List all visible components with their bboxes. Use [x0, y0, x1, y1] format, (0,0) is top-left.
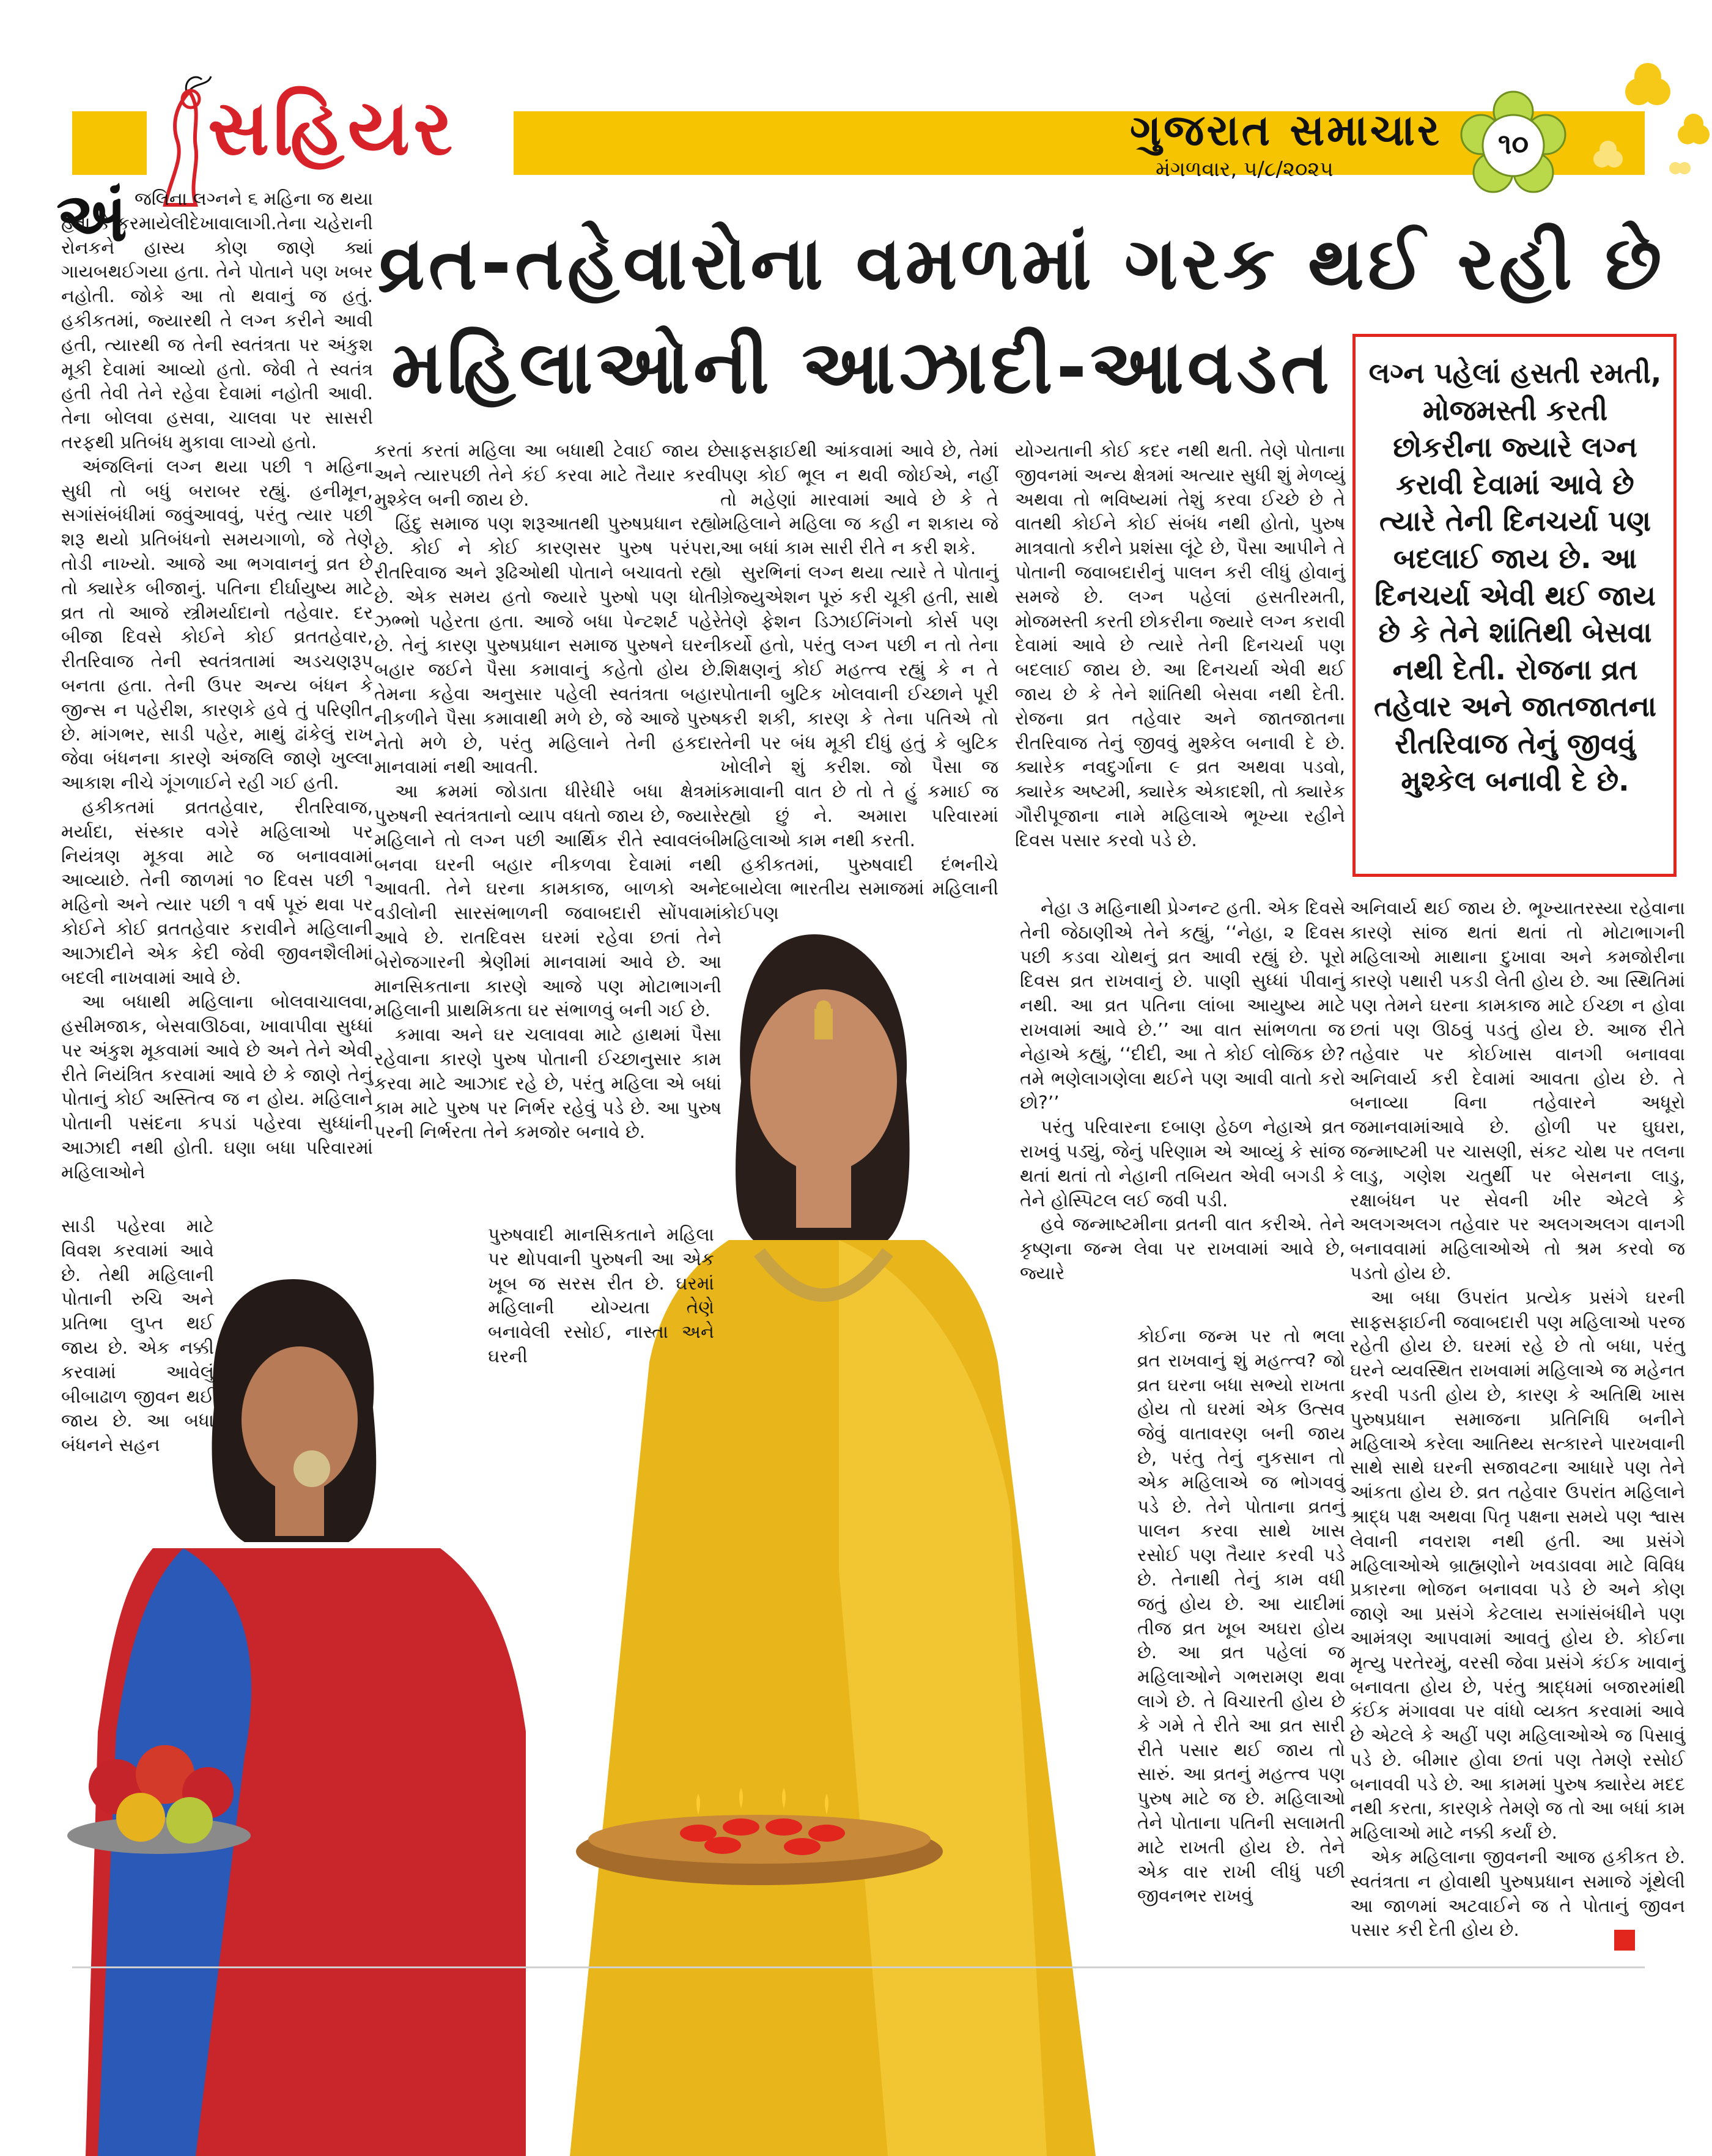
paragraph: સાફસફાઈથી આંકવામાં આવે છે, તેમાં પણ કોઈ ભૂલ ન થવી જોઈએ, નહીં તો મહેણાં મારવામાં આવે છે કે તે મહિલાને મહિલા જ કહી ન શકાય જે આ બધાં કામ સારી રીતે ન કરી શકે.	[720, 440, 998, 559]
paragraph: કોઈના જન્મ પર તો ભલા વ્રત રાખવાનું શું મહત્ત્વ? જો વ્રત ઘરના બધા સભ્યો રાખતા હોય તો ઘરમાં એક ઉત્સવ જેવું વાતાવરણ બની જાય છે, પરંતુ તેનું નુકસાન તો એક મહિલાએ જ ભોગવવું પડે છે. તેને પોતાના વ્રતનું પાલન કરવા સાથે ખાસ રસોઈ પણ તૈયાર કરવી પડે છે. તેનાથી તેનું કામ વધી જતું હોય છે. આ યાદીમાં તીજ વ્રત ખૂબ અઘરા હોય છે. આ વ્રત પહેલાં જ મહિલાઓને ગભરામણ થવા લાગે છે. તે વિચારતી હોય છે કે ગમે તે રીતે આ વ્રત સારી રીતે પસાર થઈ જાય તો સારું. આ વ્રતનું મહત્ત્વ પણ પુરુષ માટે જ છે. મહિલાઓ તેને પોતાના પતિની સલામતી માટે રાખતી હોય છે. તેને એક વાર રાખી લીધું પછી જીવનભર રાખવું	[1137, 1326, 1345, 1907]
article-column-4-middle	[1020, 896, 1345, 1324]
paragraph: પુરુષવાદી માનસિકતાને મહિલા પર થોપવાની પુરુષની આ એક ખૂબ જ સરસ રીત છે. ઘરમાં મહિલાની યોગ્યતા તેણે બનાવેલી રસોઈ, નાસ્તા અને ઘરની	[488, 1224, 714, 1367]
drop-cap: અં	[56, 178, 128, 256]
article-column-5	[1350, 896, 1685, 1960]
paragraph: પરંતુ પરિવારના દબાણ હેઠળ નેહાએ વ્રત રાખવું પડ્યું, જેનું પરિણામ એ આવ્યું કે સાંજ થતાં થતાં તો નેહાની તબિયત એવી બગડી કે તેને હોસ્પિટલ લઈ જવી પડી.	[1020, 1117, 1345, 1211]
issue-date: મંગળવાર, ૫/૮/૨૦૨૫	[1156, 157, 1334, 182]
paragraph: યોગ્યતાની કોઈ કદર નથી થતી. તેણે પોતાના જીવનમાં અન્ય ક્ષેત્રમાં અત્યાર સુધી શું મેળવ્યું અથવા તો ભવિષ્યમાં તેશું કરવા ઈચ્છે છે તે વાતથી કોઈને કોઈ સંબંધ નથી હોતો, પુરુષ માત્રવાતો કરીને પ્રશંસા લૂંટે છે, પૈસા આપીને તે પોતાની જવાબદારીનું પાલન કરી લીધું હોવાનું સમજે છે. લગ્ન પહેલાં હસતીરમતી, મોજમસ્તી કરતી છોકરીના જ્યારે લગ્ન કરાવી દેવામાં આવે છે ત્યારે તેની દિનચર્યા પણ બદલાઈ જાય છે. આ દિનચર્યા એવી થઈ જાય છે કે તેને શાંતિથી બેસવા નથી દેતી. રોજના વ્રત તહેવાર અને જાતજાતના રીતરિવાજ તેનું જીવવું મુશ્કેલ બનાવી દે છે. ક્યારેક નવદુર્ગાના ૯ વ્રત અથવા પડવો, ક્યારેક અષ્ટમી, ક્યારેક એકાદશી, તો ક્યારેક ગૌરીપૂજાના નામે મહિલાએ ભૂખ્યા રહીને દિવસ પસાર કરવો પડે છે.	[1015, 440, 1345, 851]
paragraph: આ બધાથી મહિલાના બોલવાચાલવા, હસીમજાક, બેસવાઊઠવા, ખાવાપીવા સુધ્ધાં પર અંકુશ મૂકવામાં આવે છે અને તેને એવી રીતે નિયંત્રિત કરવામાં આવે છે કે જાણે તેનું પોતાનું કોઈ અસ્તિત્વ જ ન હોય. મહિલાને પોતાની પસંદના કપડાં પહેરવા સુધ્ધાંની આઝાદી નથી હોતી. ઘણા બધા પરિવારમાં મહિલાઓને	[61, 991, 373, 1183]
footer-rule	[72, 1966, 1645, 1968]
article-column-1-continued	[61, 1214, 214, 1872]
article-column-3	[720, 439, 998, 924]
paragraph: હકીકતમાં, પુરુષવાદી દંભનીચે દબાયેલા ભારતીય સમાજમાં મહિલાની કોઈપણ	[720, 854, 998, 924]
paragraph: અંજલિનાં લગ્ન થયા પછી ૧ મહિના સુધી તો બધું બરાબર રહ્યું. હનીમૂન, સગાંસંબંધીમાં જવુંઆવવું, પરંતુ ત્યાર પછી શરૂ થયો પ્રતિબંધનો સમયગાળો, જે તેણે તોડી નાખ્યો. આજે આ ભગવાનનું વ્રત છે તો ક્યારેક બીજાનું. પતિના દીર્ઘાયુષ્ય માટે વ્રત તો આજે સ્ત્રીમર્યાદાનો તહેવાર. દર બીજા દિવસે કોઈને કોઈ વ્રતતહેવાર, રીતરિવાજ તેની સ્વતંત્રતામાં અડચણરૂપ બનતા હતા. તેની ઉપર અન્ય બંધન કે જીન્સ ન પહેરીશ, કારણકે હવે તું પરિણીત છે. માંગભર, સાડી પહેર, માથું ઢાંકેલું રાખ જેવા બંધનના કારણે અંજલિ જાણે ખુલ્લા આકાશ નીચે ગૂંગળાઈને રહી ગઈ હતી.	[61, 456, 373, 794]
article-column-4	[1015, 439, 1345, 892]
paragraph: સાડી પહેરવા માટે વિવશ કરવામાં આવે છે. તેથી મહિલાની પોતાની રુચિ અને પ્રતિભા લુપ્ત થઈ જાય છે. એક નક્કી કરવામાં આવેલું બીબાઢાળ જીવન થઈ જાય છે. આ બધા બંધનને સહન	[61, 1216, 214, 1456]
pull-quote-text: લગ્ન પહેલાં હસતી રમતી, મોજમસ્તી કરતી છોકરીના જ્યારે લગ્ન કરાવી દેવામાં આવે છે ત્યારે તેની દિનચર્યા પણ બદલાઈ જાય છે. આ દિનચર્યા એવી થઈ જાય છે કે તેને શાંતિથી બેસવા નથી દેતી. રોજના વ્રત તહેવાર અને જાતજાતના રીતરિવાજ તેનું જીવવું મુશ્કેલ બનાવી દે છે.	[1368, 356, 1662, 797]
paragraph: સુરભિનાં લગ્ન થયા ત્યારે તે પોતાનું ગ્રેજ્યુએશન પૂરું કરી ચૂકી હતી, સાથે તેણે ફેશન ડિઝાઈનિંગનો કોર્સ પણ કર્યો હતો, પરંતુ લગ્ન પછી ન તો તેના શિક્ષણનું કોઈ મહત્ત્વ રહ્યું કે ન તે પોતાની બુટિક ખોલવાની ઈચ્છાને પૂરી કરી શકી, કારણ કે તેના પતિએ તો તેની પર બંધ મૂકી દીધું હતું કે બુટિક ખોલીને શું કરીશ. જો પૈસા જ કમાવાની વાત છે તો તે હું કમાઈ જ રહ્યો છું ને. અમારા પરિવારમાં મહિલાઓ કામ નથી કરતી.	[720, 561, 998, 851]
page-number: ૧૦	[1497, 127, 1529, 160]
paragraph: જલિના લગ્નને ૬ મહિના જ થયા હતા કે કરમાયેલીદેખાવાલાગી.તેના ચહેરાની રોનકને હાસ્ય કોણ જાણે ક્યાં ગાયબથઈગયા હતા. તેને પોતાને પણ ખબર નહોતી. જોકે આ તો થવાનું જ હતું. હકીકતમાં, જ્યારથી તે લગ્ન કરીને આવી હતી, ત્યારથી જ તેની સ્વતંત્રતા પર અંકુશ મૂકી દેવામાં આવ્યો હતો. જેવી તે સ્વતંત્ર હતી તેવી તેને રહેવા દેવામાં નહોતી આવી. તેના બોલવા હસવા, ચાલવા પર સાસરી તરફથી પ્રતિબંધ મુકાવા લાગ્યો હતો.	[61, 188, 373, 452]
headline-line-1: વ્રત-તહેવારોના વમળમાં ગરક થઈ રહી છે	[379, 221, 1666, 306]
paragraph: આ બધા ઉપરાંત પ્રત્યેક પ્રસંગે ઘરની સાફસફાઈની જવાબદારી પણ મહિલાઓ પરજ રહેતી હોય છે. ઘરમાં રહે છે તો બધા, પરંતુ ઘરને વ્યવસ્થિત રાખવામાં મહિલાએ જ મહેનત કરવી પડતી હોય છે, કારણ કે અતિથિ ખાસ પુરુષપ્રધાન સમાજના પ્રતિનિધિ બનીને મહિલાએ કરેલા આતિથ્ય સત્કારને પારખવાની સાથે સાથે ઘરની સજાવટના આધારે પણ તેને આંકતા હોય છે. વ્રત તહેવાર ઉપરાંત મહિલાને શ્રાદ્ધ પક્ષ અથવા પિતૃ પક્ષના સમયે પણ શ્વાસ લેવાની નવરાશ નથી હતી. આ પ્રસંગે મહિલાઓએ બ્રાહ્મણોને ખવડાવવા માટે વિવિધ પ્રકારના ભોજન બનાવવા પડે છે અને કોણ જાણે આ પ્રસંગે કેટલાય સગાંસંબંધીને પણ આમંત્રણ આપવામાં આવતું હોય છે. કોઈના મૃત્યુ પરતેરમું, વરસી જેવા પ્રસંગે કંઈક ખાવાનું બનાવતા હોય છે, પરંતુ શ્રાદ્ધમાં બજારમાંથી કંઈક મંગાવવા પર વાંધો વ્યક્ત કરવામાં આવે છે એટલે કે અહીં પણ મહિલાઓએ જ પિસાવું પડે છે. બીમાર હોવા છતાં પણ તેમણે રસોઈ બનાવવી પડે છે. આ કામમાં પુરુષ ક્યારેય મદદ નથી કરતા, કારણકે તેમણે જ તો આ બધાં કામ મહિલાઓ માટે નક્કી કર્યાં છે.	[1350, 1287, 1685, 1844]
article-column-2	[374, 439, 721, 1222]
article-column-1	[61, 187, 373, 1183]
paragraph: હકીકતમાં વ્રતતહેવાર, રીતરિવાજ, મર્યાદા, સંસ્કાર વગેરે મહિલાઓ પર નિયંત્રણ મૂકવા માટે જ બનાવવામાં આવ્યાછે. તેની જાળમાં ૧૦ દિવસ પછી ૧ મહિનો અને ત્યાર પછી ૧ વર્ષ પૂરું થવા પર કોઈને કોઈ વ્રતતહેવાર કરાવીને મહિલાની આઝાદીને એક કેદી જેવી જીવનશૈલીમાં બદલી નાખવામાં આવે છે.	[61, 796, 373, 988]
paragraph: હિંદુ સમાજ પણ શરૂઆતથી પુરુષપ્રધાન રહ્યો છે. કોઈ ને કોઈ કારણસર પુરુષ પરંપરા, રીતરિવાજ અને રૂઢિઓથી પોતાને બચાવતો રહ્યો છે. એક સમય હતો જ્યારે પુરુષો પણ ધોતી ઝભ્ભો પહેરતા હતા. આજે બધા પેન્ટશર્ટ પહેરે છે. તેનું કારણ પુરુષપ્રધાન સમાજ પુરુષને ઘરની બહાર જઈને પૈસા કમાવાનું કહેતો હોય છે. તેમના કહેવા અનુસાર પહેલી સ્વતંત્રતા બહાર નીકળીને પૈસા કમાવાથી મળે છે, જે આજે પુરુષ નેતો મળે છે, પરંતુ મહિલાને તેની હકદાર માનવામાં નથી આવતી.	[374, 513, 721, 778]
paragraph: કમાવા અને ઘર ચલાવવા માટે હાથમાં પૈસા રહેવાના કારણે પુરુષ પોતાની ઈચ્છાનુસાર કામ કરવા માટે આઝાદ રહે છે, પરંતુ મહિલા એ બધાં કામ માટે પુરુષ પર નિર્ભર રહેવું પડે છે. આ પુરુષ પરની નિર્ભરતા તેને કમજોર બનાવે છે.	[374, 1024, 721, 1143]
logo-text: સહિયર	[208, 84, 457, 172]
paragraph: કરતાં કરતાં મહિલા આ બધાથી ટેવાઈ જાય છે અને ત્યારપછી તેને કંઈ કરવા માટે તૈયાર કરવી મુશ્કેલ બની જાય છે.	[374, 440, 721, 510]
paragraph: અનિવાર્ય થઈ જાય છે. ભૂખ્યાતરસ્યા રહેવાના કારણે સાંજ થતાં થતાં તો મોટાભાગની મહિલાઓ માથાના દુખાવા અને કમજોરીના કારણે પથારી પકડી લેતી હોય છે. આ સ્થિતિમાં પણ તેમને ઘરના કામકાજ માટે ઈચ્છા ન હોવા છતાં પણ ઊઠવું પડતું હોય છે. આજ રીતે તહેવાર પર કોઈખાસ વાનગી બનાવવા અનિવાર્ય કરી દેવામાં આવતા હોય છે. તે બનાવ્યા વિના તહેવારને અધૂરો જમાનવામાંઆવે છે. હોળી પર ઘુઘરા, જન્માષ્ટમી પર ચાસણી, સંકટ ચોથ પર તલના લાડુ, ગણેશ ચતુર્થી પર બેસનના લાડુ, રક્ષાબંધન પર સેવની ખીર એટલે કે અલગઅલગ તહેવાર પર અલગઅલગ વાનગી બનાવવામાં મહિલાઓએ તો શ્રમ કરવો જ પડતો હોય છે.	[1350, 898, 1685, 1283]
newspaper-name: ગુજરાત સમાચાર	[1130, 105, 1442, 155]
paragraph: નેહા ૩ મહિનાથી પ્રેગ્નન્ટ હતી. એક દિવસે તેની જેઠાણીએ તેને કહ્યું, ‘‘નેહા, ૨ દિવસ પછી કડવા ચોથનું વ્રત આવી રહ્યું છે. પૂરો દિવસ વ્રત રાખવાનું છે. પાણી સુધ્ધાં પીવાનું નથી. આ વ્રત પતિના લાંબા આયુષ્ય માટે રાખવામાં આવે છે.’’ આ વાત સાંભળતા જ નેહાએ કહ્યું, ‘‘દીદી, આ તે કોઈ લોજિક છે? તમે ભણેલાગણેલા થઈને પણ આવી વાતો કરો છો?’’	[1020, 898, 1345, 1113]
article-end-marker	[1614, 1930, 1635, 1951]
decorative-flowers-icon	[1565, 67, 1712, 183]
article-column-4-lower	[1137, 1324, 1345, 1954]
headline-line-2: મહિલાઓની આઝાદી-આવડત	[391, 325, 1333, 410]
paragraph: આ ક્રમમાં જોડાતા ધીરેધીરે બધા ક્ષેત્રમાં પુરુષની સ્વતંત્રતાનો વ્યાપ વધતો જાય છે, જ્યારે મહિલાને તો લગ્ન પછી આર્થિક રીતે સ્વાવલંબી બનવા ઘરની બહાર નીકળવા દેવામાં નથી આવતી. તેને ઘરના કામકાજ, બાળકો અને વડીલોની સારસંભાળની જવાબદારી સોંપવામાં આવે છે. રાતદિવસ ઘરમાં રહેવા છતાં તેને બેરોજગારની શ્રેણીમાં માનવામાં આવે છે. આ માનસિકતાના કારણે આજે પણ મોટાભાગની મહિલાની પ્રાથમિકતા ઘર સંભાળવું બની ગઈ છે.	[374, 781, 721, 1021]
paragraph: હવે જન્માષ્ટમીના વ્રતની વાત કરીએ. તેને કૃષ્ણના જન્મ લેવા પર રાખવામાં આવે છે, જ્યારે	[1020, 1214, 1345, 1283]
article-column-2-continued	[488, 1223, 714, 1498]
paragraph: એક મહિલાના જીવનની આજ હકીકત છે. સ્વતંત્રતા ન હોવાથી પુરુષપ્રધાન સમાજે ગૂંથેલી આ જાળમાં અટવાઈને જ તે પોતાનું જીવન પસાર કરી દેતી હોય છે.	[1350, 1847, 1685, 1941]
